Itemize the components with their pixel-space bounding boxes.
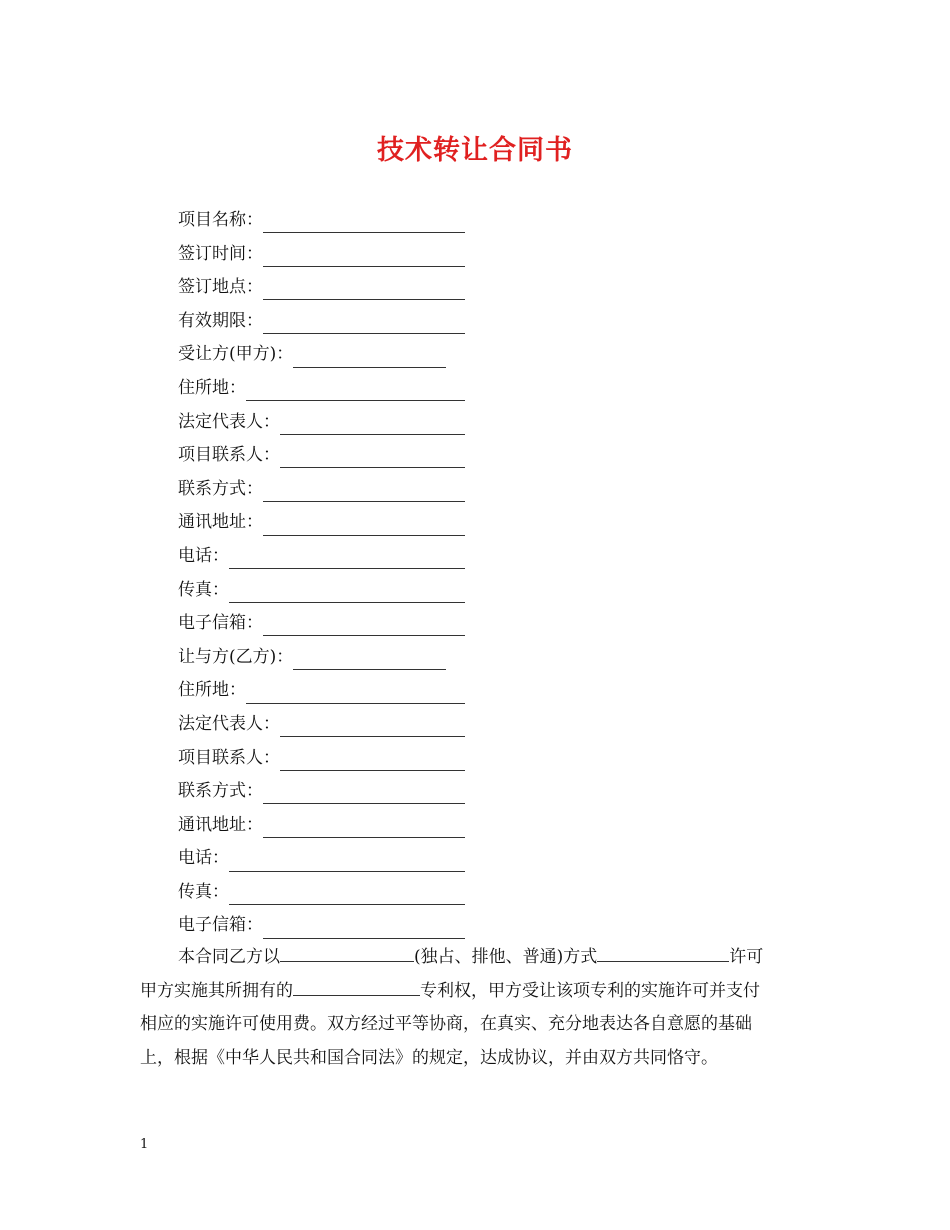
field-blank (280, 754, 465, 771)
field-blank (263, 317, 465, 334)
field-label: 通讯地址： (178, 512, 263, 533)
field-label: 电子信箱： (178, 915, 263, 936)
field-label: 联系方式： (178, 781, 263, 802)
field-blank (293, 653, 446, 670)
license-method-blank (597, 943, 729, 962)
field-label: 电子信箱： (178, 613, 263, 634)
field-row (178, 842, 478, 876)
field-blank (280, 451, 465, 468)
field-label: 电话： (178, 545, 229, 566)
field-row (178, 574, 478, 608)
field-label: 电话： (178, 848, 229, 869)
field-blank (280, 720, 465, 737)
field-row (178, 204, 478, 238)
field-row (178, 641, 478, 675)
field-blank (263, 283, 465, 300)
field-blank (263, 519, 465, 536)
field-blank (246, 687, 465, 704)
field-row (178, 271, 478, 305)
field-row (178, 338, 478, 372)
field-label: 法定代表人： (178, 411, 280, 432)
page-number: 1 (140, 1137, 149, 1152)
contract-paragraph (140, 941, 810, 1075)
field-blank (246, 384, 465, 401)
field-blank (263, 619, 465, 636)
field-blank (263, 485, 465, 502)
field-blank (263, 250, 465, 267)
field-row (178, 809, 478, 843)
field-row (178, 742, 478, 776)
field-label: 传真： (178, 881, 229, 902)
field-label: 法定代表人： (178, 713, 280, 734)
field-row (178, 473, 478, 507)
field-blank (229, 552, 465, 569)
field-label: 联系方式： (178, 478, 263, 499)
patent-name-blank (293, 977, 420, 996)
field-blank (263, 787, 465, 804)
field-label: 住所地： (178, 680, 246, 701)
paragraph-line-4: 上，根据《中华人民共和国合同法》的规定，达成协议，并由双方共同恪守。 (140, 1047, 718, 1068)
paragraph-text: 专利权，甲方受让该项专利的实施许可并支付 (420, 980, 760, 1001)
field-label: 传真： (178, 579, 229, 600)
field-row (178, 876, 478, 910)
paragraph-line-2 (140, 975, 810, 1009)
field-row (178, 674, 478, 708)
field-row (178, 372, 478, 406)
field-blank (263, 821, 465, 838)
paragraph-line-3: 相应的实施许可使用费。双方经过平等协商，在真实、充分地表达各自意愿的基础 (140, 1014, 752, 1035)
paragraph-line-1 (140, 941, 810, 975)
field-label: 让与方(乙方)： (178, 646, 294, 667)
paragraph-text: 许可 (729, 947, 764, 967)
field-blank (229, 855, 465, 872)
paragraph-text: (独占、排他、普通)方式 (414, 947, 598, 967)
field-row (178, 775, 478, 809)
license-type-blank (280, 943, 414, 962)
field-blank (229, 888, 465, 905)
field-label: 有效期限： (178, 310, 263, 331)
field-row (178, 305, 478, 339)
field-row (178, 708, 478, 742)
field-label: 通讯地址： (178, 814, 263, 835)
field-row (178, 238, 478, 272)
field-label: 项目名称： (178, 210, 263, 230)
field-row (178, 540, 478, 574)
field-blank (229, 586, 465, 603)
field-blank (263, 216, 465, 233)
field-row (178, 607, 478, 641)
field-row (178, 506, 478, 540)
field-label: 项目联系人： (178, 445, 280, 466)
field-label: 签订时间： (178, 243, 263, 264)
field-blank (263, 922, 465, 939)
paragraph-text: 本合同乙方以 (178, 947, 280, 967)
paragraph-text: 甲方实施其所拥有的 (140, 980, 293, 1001)
field-label: 受让方(甲方)： (178, 344, 294, 365)
field-blank (293, 351, 446, 368)
field-row (178, 406, 478, 440)
field-label: 项目联系人： (178, 747, 280, 768)
contract-fields (178, 204, 478, 943)
document-title: 技术转让合同书 (377, 135, 573, 166)
field-label: 签订地点： (178, 277, 263, 298)
field-row (178, 909, 478, 943)
field-row (178, 439, 478, 473)
field-blank (280, 418, 465, 435)
field-label: 住所地： (178, 377, 246, 398)
